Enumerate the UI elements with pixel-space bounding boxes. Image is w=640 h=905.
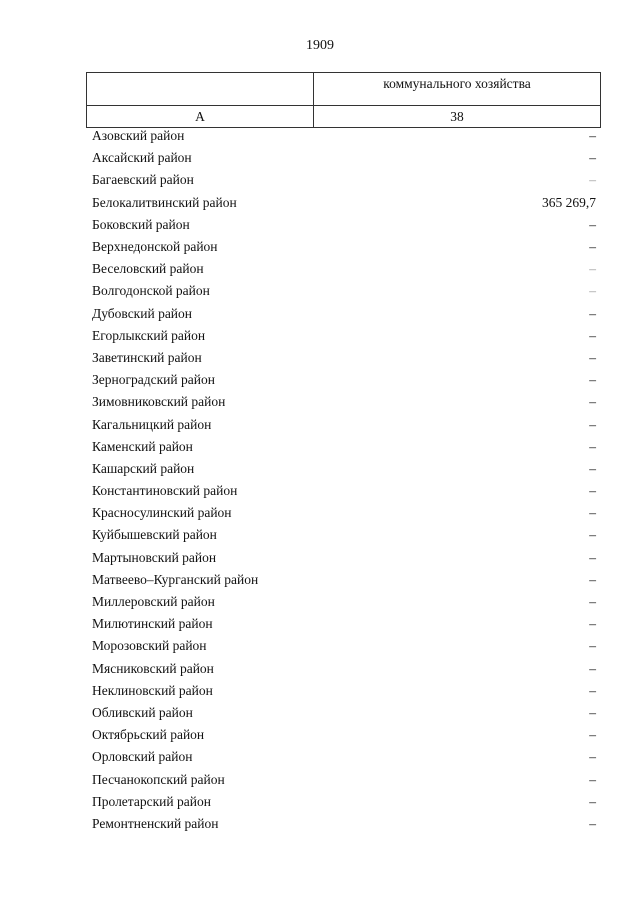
district-value: – [589, 128, 596, 144]
district-value: – [589, 394, 596, 410]
district-name: Каменский район [92, 438, 193, 454]
district-value: – [589, 793, 596, 809]
district-name: Мартыновский район [92, 549, 217, 565]
table-row [92, 436, 596, 458]
district-name: Куйбышевский район [92, 527, 217, 543]
district-value: – [589, 616, 596, 632]
district-value: 365 269,7 [542, 194, 596, 210]
district-value: – [589, 571, 596, 587]
district-value: – [589, 305, 596, 321]
table-row [92, 658, 596, 680]
table-row [92, 303, 596, 325]
table-row [92, 524, 596, 546]
table-row [92, 724, 596, 746]
table-row [92, 502, 596, 524]
table-row [92, 768, 596, 790]
district-value: – [589, 749, 596, 765]
table-row [92, 458, 596, 480]
district-value: – [589, 483, 596, 499]
table-row [92, 569, 596, 591]
district-value: – [589, 372, 596, 388]
district-name: Веселовский район [92, 261, 204, 277]
district-value: – [589, 505, 596, 521]
district-name: Зимовниковский район [92, 394, 226, 410]
district-value: – [589, 460, 596, 476]
table-row [92, 169, 596, 191]
district-name: Белокалитвинский район [92, 194, 237, 210]
district-name: Егорлыкский район [92, 327, 206, 343]
table-row [92, 325, 596, 347]
district-value: – [589, 172, 596, 188]
table-row [92, 613, 596, 635]
district-value: – [589, 638, 596, 654]
district-value: – [589, 727, 596, 743]
district-name: Зерноградский район [92, 372, 215, 388]
district-name: Миллеровский район [92, 594, 215, 610]
table-row [92, 147, 596, 169]
district-value: – [589, 438, 596, 454]
district-value: – [589, 704, 596, 720]
table-row [92, 635, 596, 657]
district-name: Мясниковский район [92, 660, 214, 676]
district-name: Пролетарский район [92, 793, 211, 809]
table-row [92, 369, 596, 391]
district-list [92, 125, 596, 835]
district-name: Красносулинский район [92, 505, 232, 521]
district-value: – [589, 594, 596, 610]
table-row [92, 280, 596, 302]
district-name: Заветинский район [92, 349, 202, 365]
district-name: Верхнедонской район [92, 239, 218, 255]
table-row [92, 680, 596, 702]
district-name: Песчанокопский район [92, 771, 225, 787]
table-row [92, 347, 596, 369]
page-number: 1909 [306, 38, 334, 53]
district-value: – [589, 283, 596, 299]
table-row [92, 480, 596, 502]
table-row [92, 413, 596, 435]
district-name: Морозовский район [92, 638, 207, 654]
header-cell-a-title [87, 73, 314, 106]
header-cell-a-code: А [87, 106, 314, 128]
district-value: – [589, 549, 596, 565]
district-name: Кашарский район [92, 460, 195, 476]
table-row [92, 791, 596, 813]
district-name: Милютинский район [92, 616, 213, 632]
table-row [92, 214, 596, 236]
district-value: – [589, 416, 596, 432]
district-name: Азовский район [92, 128, 185, 144]
district-value: – [589, 682, 596, 698]
table-row [92, 591, 596, 613]
district-name: Матвеево–Курганский район [92, 571, 259, 587]
district-name: Ремонтненский район [92, 815, 219, 831]
district-name: Обливский район [92, 704, 193, 720]
header-cell-b-title: коммунального хозяйства [314, 73, 601, 106]
table-row [92, 391, 596, 413]
district-value: – [589, 815, 596, 831]
district-name: Боковский район [92, 216, 190, 232]
district-value: – [589, 349, 596, 365]
district-value: – [589, 660, 596, 676]
district-value: – [589, 150, 596, 166]
table-row [92, 746, 596, 768]
district-name: Дубовский район [92, 305, 193, 321]
district-name: Волгодонской район [92, 283, 210, 299]
header-cell-b-code: 38 [314, 106, 601, 128]
district-name: Октябрьский район [92, 727, 205, 743]
table-row [92, 192, 596, 214]
table-row [92, 813, 596, 835]
district-value: – [589, 239, 596, 255]
table-row [92, 236, 596, 258]
district-value: – [589, 261, 596, 277]
table-header [86, 72, 601, 128]
header-title-row [87, 73, 601, 106]
table-row [92, 547, 596, 569]
district-name: Орловский район [92, 749, 193, 765]
table-row [92, 258, 596, 280]
district-name: Аксайский район [92, 150, 192, 166]
table-row [92, 125, 596, 147]
district-name: Кагальницкий район [92, 416, 212, 432]
table-row [92, 702, 596, 724]
district-value: – [589, 527, 596, 543]
district-value: – [589, 216, 596, 232]
district-name: Неклиновский район [92, 682, 213, 698]
district-value: – [589, 327, 596, 343]
district-name: Багаевский район [92, 172, 194, 188]
district-name: Константиновский район [92, 483, 238, 499]
district-value: – [589, 771, 596, 787]
